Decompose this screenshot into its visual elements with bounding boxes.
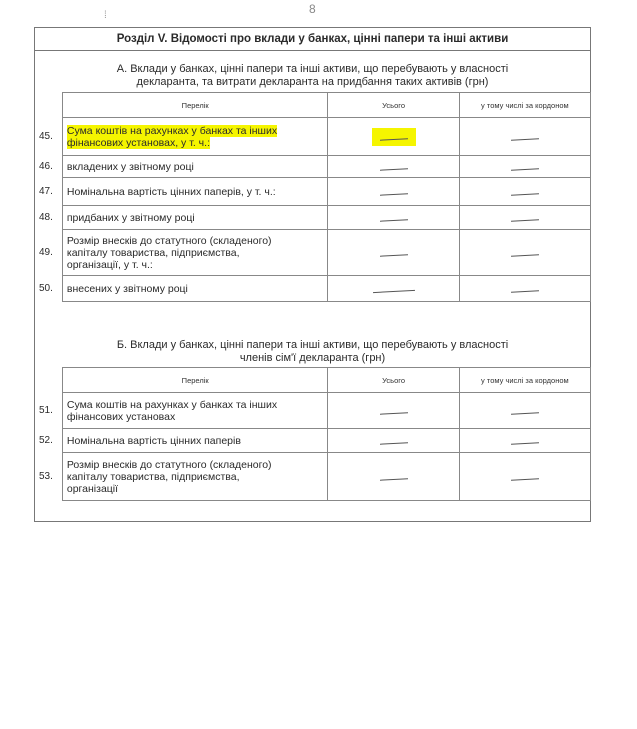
row-number: 53. <box>39 471 53 482</box>
part-b-table <box>35 367 591 501</box>
scan-mark: ⁞ <box>104 10 107 21</box>
table-row <box>35 156 591 178</box>
part-a-title <box>85 63 540 89</box>
row-number: 50. <box>39 283 53 294</box>
row-label: Номінальна вартість цінних паперів, у т. ч.: <box>62 178 328 206</box>
row-label: Розмір внесків до статутного (складеного) капіталу товариства, підприємства, організації <box>62 453 328 501</box>
part-a-table <box>35 92 591 302</box>
table-row <box>35 429 591 453</box>
table-row <box>35 453 591 501</box>
abroad-value <box>459 118 590 156</box>
total-value <box>328 453 459 501</box>
abroad-value <box>459 178 590 206</box>
abroad-value <box>459 429 590 453</box>
table-row <box>35 230 591 276</box>
total-value <box>328 393 459 429</box>
total-value <box>328 206 459 230</box>
section-title: Розділ V. Відомості про вклади у банках, цінні папери та інші активи <box>35 28 590 51</box>
row-label: Розмір внесків до статутного (складеного) капіталу товариства, підприємства, організації, у т. ч.: <box>62 230 328 276</box>
table-row <box>35 393 591 429</box>
row-label: придбаних у звітному році <box>62 206 328 230</box>
row-number: 51. <box>39 405 53 416</box>
row-label: внесених у звітному році <box>62 276 328 302</box>
abroad-value <box>459 156 590 178</box>
total-value <box>328 429 459 453</box>
total-value <box>328 178 459 206</box>
header-abroad: у тому числі за кордоном <box>459 368 590 393</box>
table-row <box>35 206 591 230</box>
header-total: Усього <box>328 368 459 393</box>
abroad-value <box>459 230 590 276</box>
header-list: Перелік <box>62 368 328 393</box>
total-value <box>328 276 459 302</box>
row-number: 48. <box>39 212 53 223</box>
table-header-row <box>35 368 591 393</box>
row-label: вкладених у звітному році <box>62 156 328 178</box>
table-row <box>35 178 591 206</box>
declaration-section <box>34 27 591 522</box>
part-b-title-line2: членів сім'ї декларанта (грн) <box>239 352 386 364</box>
part-b-title-line1: Б. Вклади у банках, цінні папери та інші активи, що перебувають у власності <box>116 339 509 351</box>
table-row <box>35 276 591 302</box>
part-a-title-line1: А. Вклади у банках, цінні папери та інші активи, що перебувають у власності <box>116 63 509 75</box>
abroad-value <box>459 393 590 429</box>
abroad-value <box>459 206 590 230</box>
total-value <box>328 156 459 178</box>
part-a-title-line2: декларанта, та витрати декларанта на придбання таких активів (грн) <box>136 76 489 88</box>
header-num-cell <box>35 93 62 118</box>
abroad-value <box>459 453 590 501</box>
header-total: Усього <box>328 93 459 118</box>
header-num-cell <box>35 368 62 393</box>
row-label: Сума коштів на рахунках у банках та інших фінансових установах <box>62 393 328 429</box>
table-row <box>35 118 591 156</box>
row-number: 46. <box>39 161 53 172</box>
table-header-row <box>35 93 591 118</box>
highlighted-text: Сума коштів на рахунках у банках та інших фінансових установах, у т. ч.: <box>66 124 278 149</box>
row-number: 47. <box>39 186 53 197</box>
row-number: 45. <box>39 131 53 142</box>
row-label <box>62 118 328 156</box>
row-number: 52. <box>39 435 53 446</box>
row-number: 49. <box>39 247 53 258</box>
total-value <box>328 230 459 276</box>
header-list: Перелік <box>62 93 328 118</box>
page-number: 8 <box>309 2 316 16</box>
total-value <box>328 118 459 156</box>
header-abroad: у тому числі за кордоном <box>459 93 590 118</box>
row-label: Номінальна вартість цінних паперів <box>62 429 328 453</box>
part-b-title <box>85 339 540 365</box>
abroad-value <box>459 276 590 302</box>
